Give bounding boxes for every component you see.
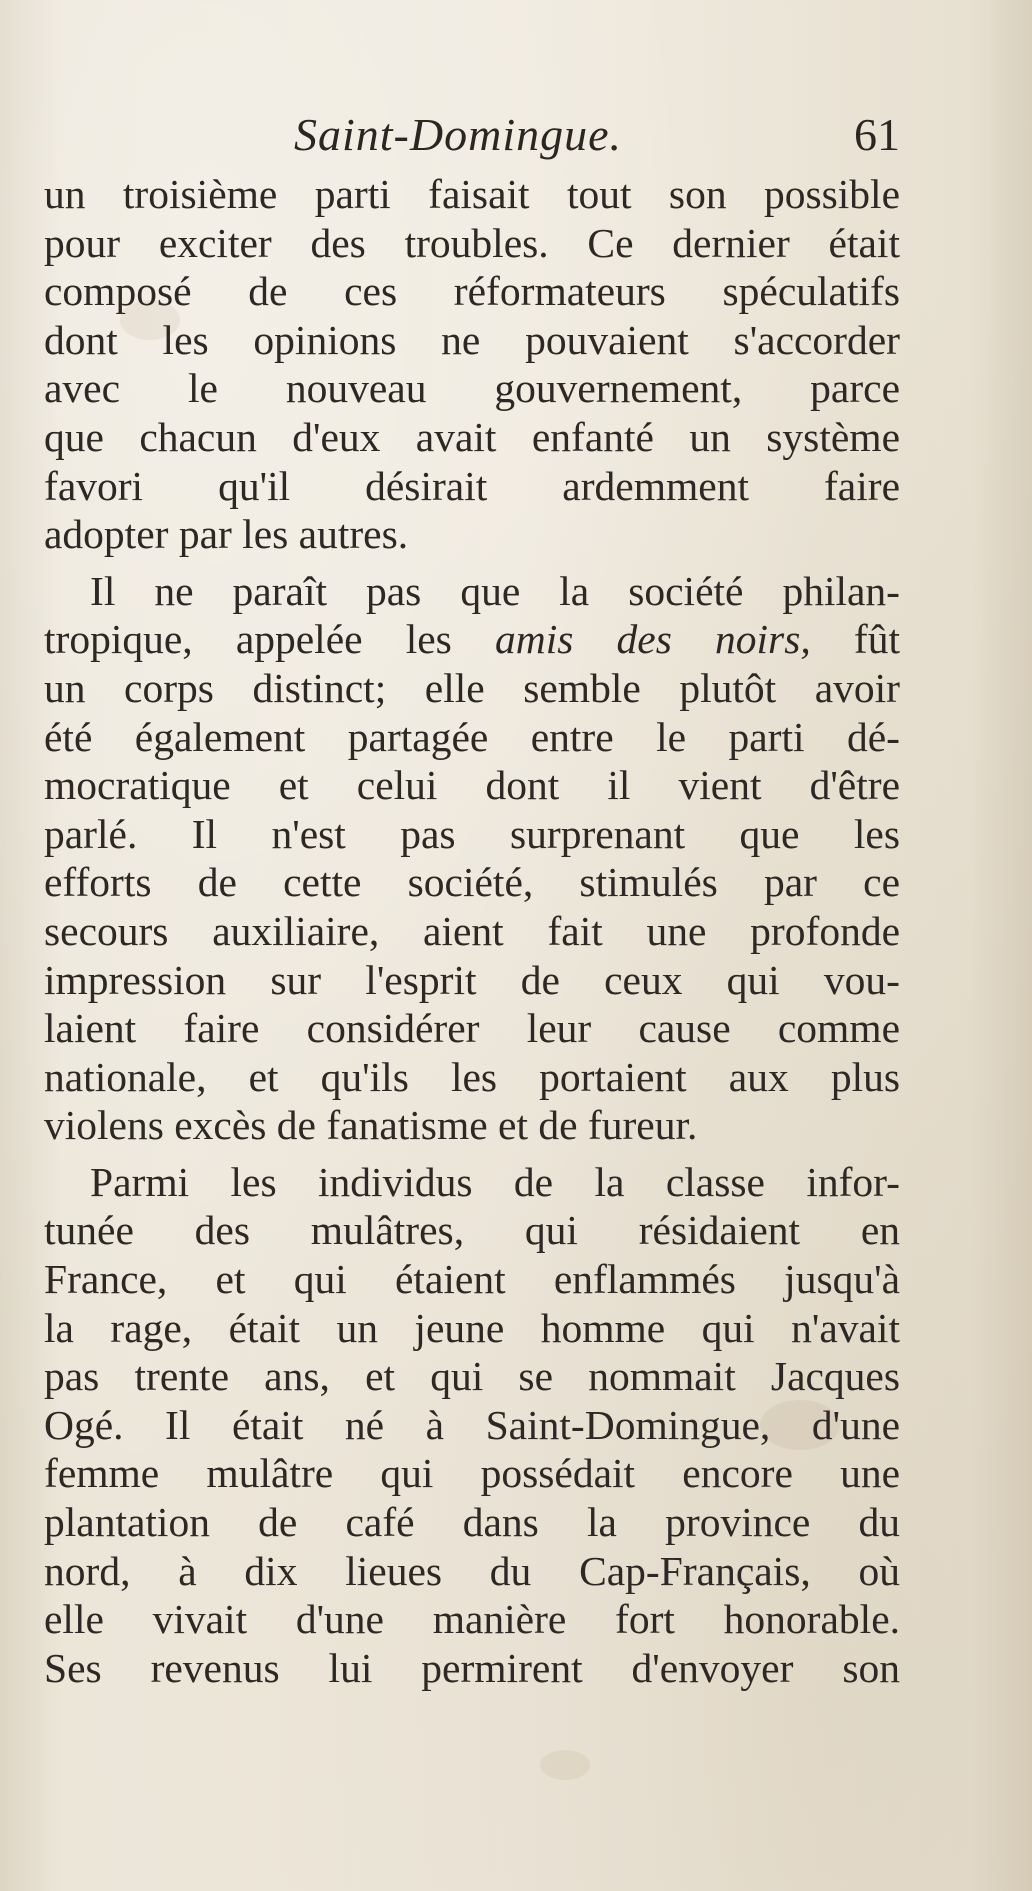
text-line: Il ne paraît pas que la société philan- [90,567,900,614]
text-line: pour exciter des troubles. Ce dernier était [44,219,900,266]
text-line: nord, à dix lieues du Cap-Français, où [44,1547,900,1594]
text-line: France, et qui étaient enflammés jusqu'à [44,1256,900,1303]
text-line: un corps distinct; elle semble plutôt avoir [44,664,900,711]
text-line: efforts de cette société, stimulés par ce [44,859,900,906]
text-line: secours auxiliaire, aient fait une profonde [44,907,900,954]
text-line: impression sur l'esprit de ceux qui vou- [44,956,900,1003]
text-line: dont les opinions ne pouvaient s'accorder [44,316,900,363]
text-line: parlé. Il n'est pas surprenant que les [44,810,900,857]
text-line: avec le nouveau gouvernement, parce [44,365,900,412]
text-line: tunée des mulâtres, qui résidaient en [44,1207,900,1254]
text-line: elle vivait d'une manière fort honorable. [44,1596,900,1643]
body-text [44,170,900,1692]
paper-stain [540,1750,590,1780]
text-segment: tropique, appelée les [44,616,452,663]
text-line: favori qu'il désirait ardemment faire [44,462,900,509]
text-line: femme mulâtre qui possédait encore une [44,1450,900,1497]
text-line: composé de ces réformateurs spéculatifs [44,268,900,315]
text-line: plantation de café dans la province du [44,1499,900,1546]
paragraph [44,1158,900,1693]
paragraph-gap [44,559,900,567]
text-segment: fût [853,616,901,663]
running-title: Saint-Domingue. [294,109,623,160]
paragraph-gap [44,1150,900,1158]
text-line: Parmi les individus de la classe infor- [90,1158,900,1205]
text-line: la rage, était un jeune homme qui n'avait [44,1304,900,1351]
text-line: nationale, et qu'ils les portaient aux plus [44,1053,900,1100]
text-line: été également partagée entre le parti dé- [44,713,900,760]
text-line: Ogé. Il était né à Saint-Domingue, d'une [44,1401,900,1448]
text-line: adopter par les autres. [44,511,409,558]
text-line: violens excès de fanatisme et de fureur. [44,1102,698,1149]
paragraph [44,170,900,559]
text-line [44,615,900,664]
text-line: que chacun d'eux avait enfanté un système [44,413,900,460]
text-line: un troisième parti faisait tout son possible [44,171,900,217]
text-line: mocratique et celui dont il vient d'être [44,762,900,809]
italic-phrase: amis des noirs, [494,616,811,663]
text-line: laient faire considérer leur cause comme [44,1005,900,1052]
paragraph [44,567,900,1150]
text-line: pas trente ans, et qui se nommait Jacques [44,1353,900,1400]
text-line: Ses revenus lui permirent d'envoyer son [44,1644,900,1691]
page-number: 61 [854,109,900,160]
running-header [44,100,900,170]
